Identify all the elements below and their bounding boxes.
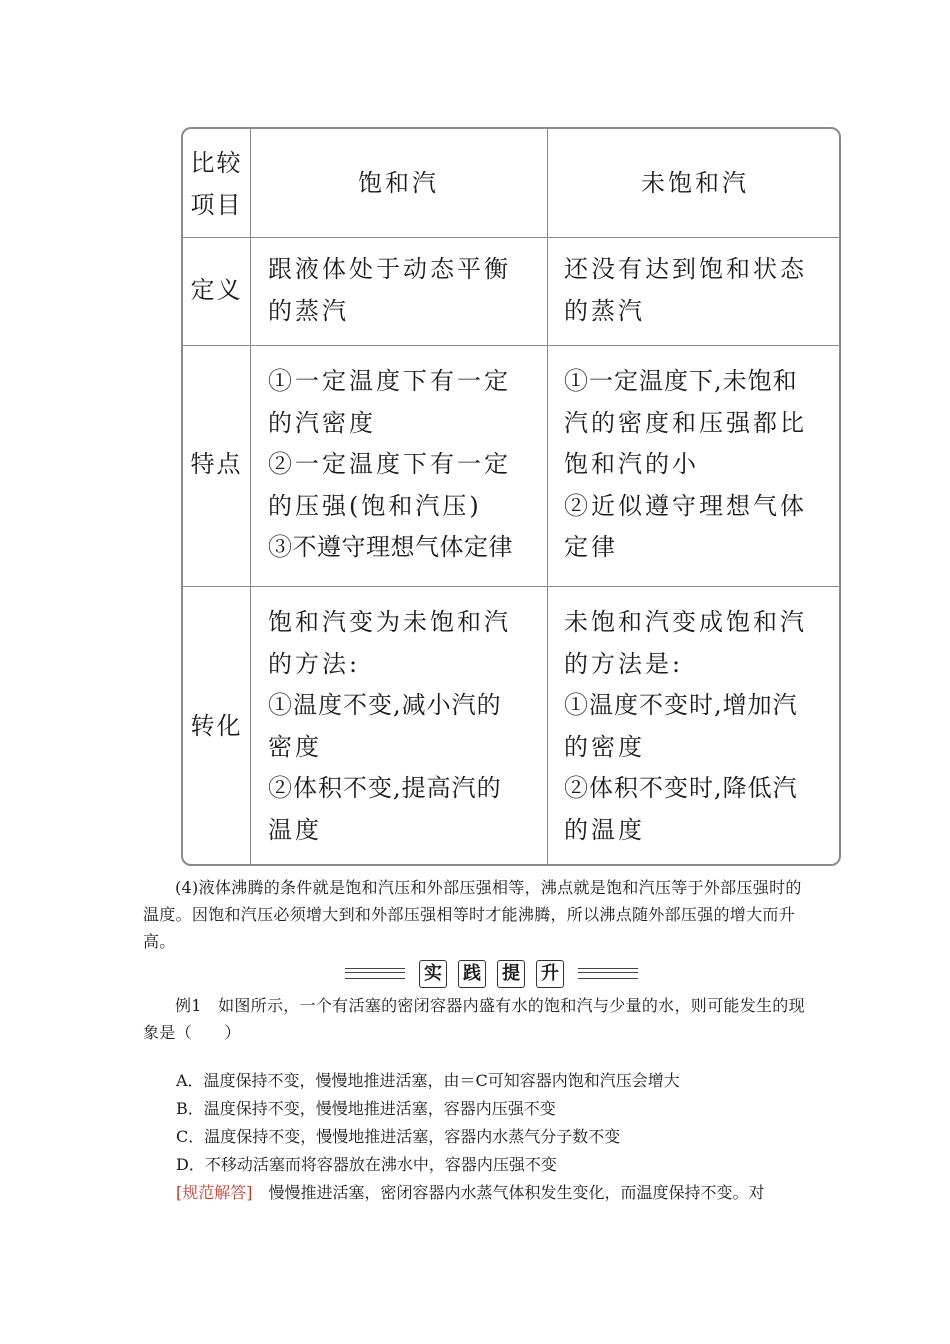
cell-conversion-unsaturated: 未饱和汽变成饱和汽 的方法是: ①温度不变时,增加汽 的密度 ②体积不变时,降低汽 的温度 [564, 608, 807, 844]
banner-char: 提 [497, 960, 525, 988]
header-compare-item: 比较 项目 [190, 149, 243, 219]
cell-features-unsaturated: ①一定温度下,未饱和 汽的密度和压强都比 饱和汽的小 ②近似遵守理想气体 定律 [564, 367, 807, 561]
section-banner-practice [345, 960, 640, 990]
row-label-definition: 定义 [190, 276, 243, 304]
answer-text: 慢慢推进活塞，密闭容器内水蒸气体积发生变化，而温度保持不变。对 [252, 1183, 765, 1202]
example-question: 例1 如图所示，一个有活塞的密闭容器内盛有水的饱和汽与少量的水，则可能发生的现象是（ ） [143, 996, 805, 1042]
row-divider [183, 345, 839, 346]
row-label-features: 特点 [190, 450, 243, 478]
row-divider [183, 237, 839, 238]
banner-char: 践 [458, 960, 486, 988]
col-divider [250, 129, 251, 864]
answer-tag: [规范解答] [176, 1183, 253, 1202]
cell-conversion-saturated: 饱和汽变为未饱和汽 的方法: ①温度不变,减小汽的 密度 ②体积不变,提高汽的 温度 [268, 608, 511, 844]
comparison-table [181, 127, 841, 866]
header-saturated: 饱和汽 [358, 169, 439, 197]
banner-char: 升 [536, 960, 564, 988]
row-label-conversion: 转化 [190, 712, 243, 740]
option-b: B．温度保持不变，慢慢地推进活塞，容器内压强不变 [176, 1099, 556, 1118]
banner-char: 实 [419, 960, 447, 988]
cell-definition-saturated: 跟液体处于动态平衡 的蒸汽 [268, 255, 511, 325]
option-d: D．不移动活塞而将容器放在沸水中，容器内压强不变 [176, 1155, 557, 1174]
col-divider [547, 129, 548, 864]
row-divider [183, 586, 839, 587]
cell-features-saturated: ①一定温度下有一定 的汽密度 ②一定温度下有一定 的压强(饱和汽压) ③不遵守理想气体定律 [268, 367, 513, 561]
banner-rule-left [345, 968, 405, 979]
banner-rule-right [578, 968, 638, 979]
option-a: A．温度保持不变，慢慢地推进活塞，由＝C可知容器内饱和汽压会增大 [176, 1071, 680, 1090]
header-unsaturated: 未饱和汽 [641, 169, 749, 197]
option-c: C．温度保持不变，慢慢地推进活塞，容器内水蒸气分子数不变 [176, 1127, 621, 1146]
answer-line [176, 1182, 816, 1204]
paragraph-boiling: (4)液体沸腾的条件就是饱和汽压和外部压强相等，沸点就是饱和汽压等于外部压强时的温度。因饱和汽压必须增大到和外部压强相等时才能沸腾，所以沸点随外部压强的增大而升高。 [143, 878, 802, 951]
cell-definition-unsaturated: 还没有达到饱和状态 的蒸汽 [564, 255, 807, 325]
